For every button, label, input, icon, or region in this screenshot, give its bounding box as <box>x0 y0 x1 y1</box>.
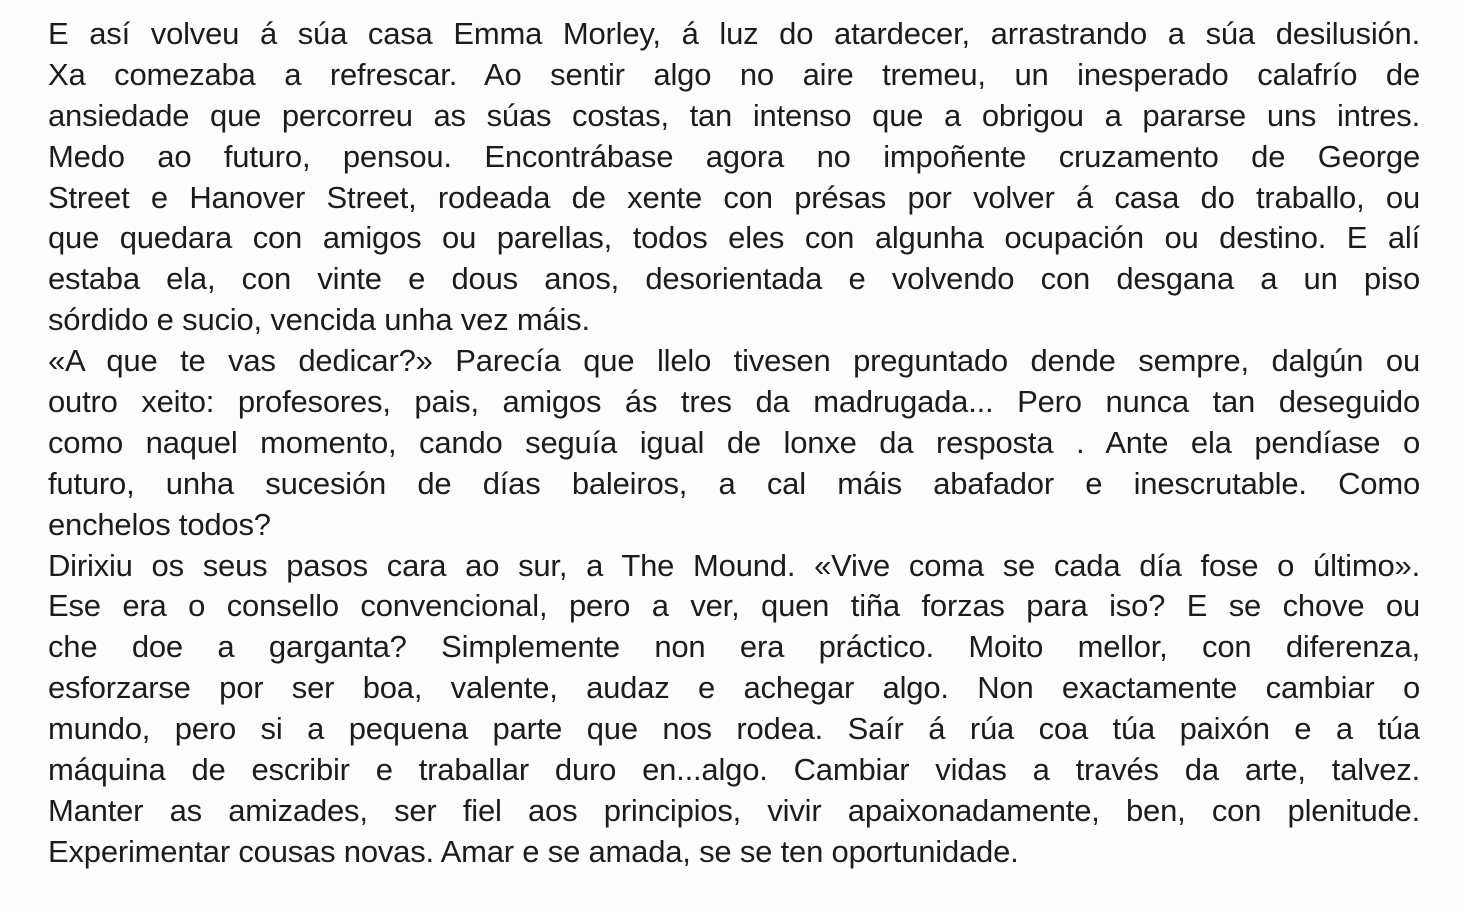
text-line-18: mundo, pero si a pequena parte que nos rodea. Saír á rúa coa túa paixón e a túa <box>48 711 1420 747</box>
text-line-11: como naquel momento, cando seguía igual de lonxe da resposta . Ante ela pendíase o <box>48 424 1420 460</box>
text-line-14: Dirixiu os seus pasos cara ao sur, a The Mound. «Vive coma se cada día fose o último». <box>48 547 1420 583</box>
text-line-1: E así volveu á súa casa Emma Morley, á luz do atardecer, arrastrando a súa desilusión. <box>48 16 1420 51</box>
text-line-9: «A que te vas dedicar?» Parecía que llelo tivesen preguntado dende sempre, dalgún ou <box>48 343 1420 379</box>
text-line-15: Ese era o consello convencional, pero a ver, quen tiña forzas para iso? E se chove ou <box>48 588 1420 624</box>
text-line-5: Street e Hanover Street, rodeada de xente con présas por volver á casa do traballo, ou <box>48 179 1420 215</box>
text-line-19: máquina de escribir e traballar duro en...algo. Cambiar vidas a través da arte, talvez. <box>48 752 1420 788</box>
text-line-7: estaba ela, con vinte e dous anos, desorientada e volvendo con desgana a un piso <box>48 261 1420 297</box>
text-line-17: esforzarse por ser boa, valente, audaz e achegar algo. Non exactamente cambiar o <box>48 670 1420 706</box>
text-line-2: Xa comezaba a refrescar. Ao sentir algo no aire tremeu, un inesperado calafrío de <box>48 56 1420 92</box>
text-line-20: Manter as amizades, ser fiel aos principios, vivir apaixonadamente, ben, con plenitude. <box>48 792 1420 828</box>
text-line-13: enchelos todos? <box>48 506 271 542</box>
text-line-10: outro xeito: profesores, pais, amigos ás tres da madrugada... Pero nunca tan deseguido <box>48 384 1420 420</box>
text-line-21: Experimentar cousas novas. Amar e se amada, se se ten oportunidade. <box>48 833 1019 869</box>
body-text <box>48 14 1420 873</box>
text-line-16: che doe a garganta? Simplemente non era práctico. Moito mellor, con diferenza, <box>48 629 1420 665</box>
text-line-12: futuro, unha sucesión de días baleiros, a cal máis abafador e inescrutable. Como <box>48 465 1420 501</box>
text-line-4: Medo ao futuro, pensou. Encontrábase agora no impoñente cruzamento de George <box>48 138 1420 174</box>
text-line-3: ansiedade que percorreu as súas costas, tan intenso que a obrigou a pararse uns intres. <box>48 97 1420 133</box>
text-line-6: que quedara con amigos ou parellas, todos eles con algunha ocupación ou destino. E alí <box>48 220 1420 256</box>
text-line-8: sórdido e sucio, vencida unha vez máis. <box>48 302 590 338</box>
